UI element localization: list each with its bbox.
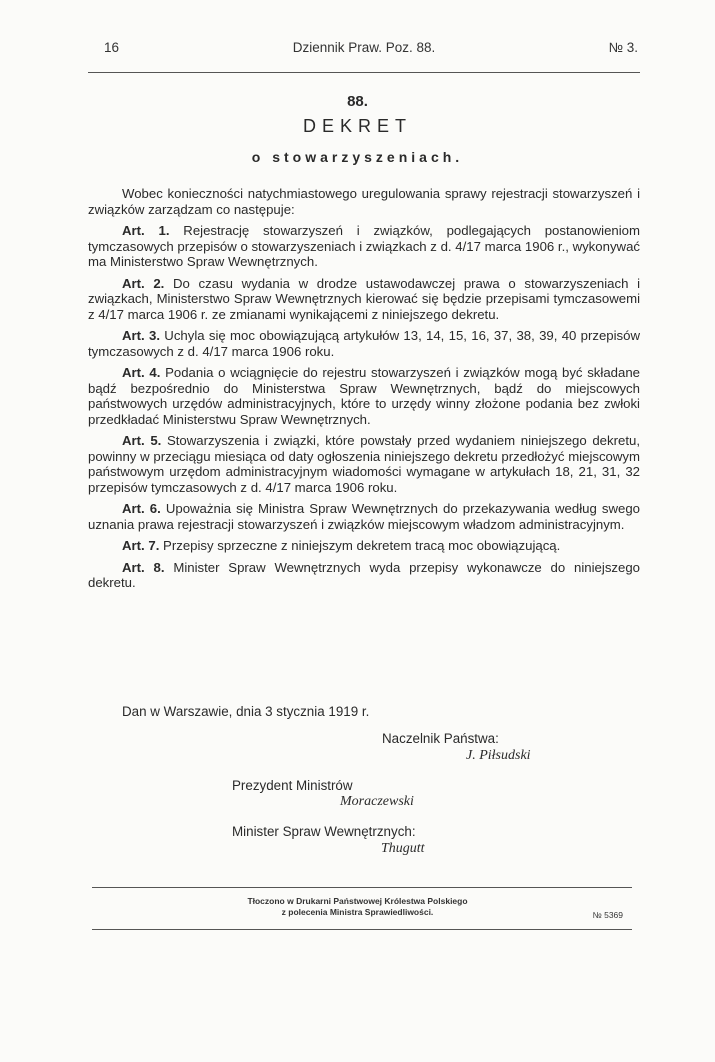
- article-6: [88, 501, 640, 532]
- article-4: [88, 365, 640, 427]
- head-of-state-role: Naczelnik Państwa:: [382, 731, 499, 746]
- article-text: Upoważnia się Ministra Spraw Wewnętrznych do przekazywania według swego uznania prawa rejestracji stowarzyszeń i związków miejscowym władzom administracyjnym.: [88, 501, 641, 532]
- article-text: Uchyla się moc obowiązującą artykułów 13, 14, 15, 16, 37, 38, 39, 40 przepisów tymczasowych z d. 4/17 marca 1906 roku.: [88, 328, 641, 359]
- page-header: [88, 40, 640, 60]
- article-text: Stowarzyszenia i związki, które powstały przed wydaniem niniejszego dekretu, powinny w przeciągu miesiąca od daty ogłoszenia niniejszego dekretu przedłożyć miejscowym państwowym urzędom administracyjnym wiadomości wymagane w artykułach 18, 21, 31, 32 przepisów tymczasowych z d. 4/17 marca 1906 roku.: [88, 433, 641, 495]
- article-label: Art. 4.: [122, 365, 161, 380]
- document-title: DEKRET: [302, 116, 412, 136]
- header-rule: [88, 72, 640, 73]
- article-label: Art. 3.: [122, 328, 160, 343]
- printer-line-2: z polecenia Ministra Sprawiedliwości.: [281, 907, 434, 917]
- article-label: Art. 8.: [122, 559, 165, 575]
- article-3: [88, 328, 640, 359]
- article-text: Rejestrację stowarzyszeń i związków, podlegających postanowieniom tymczasowych przepisów o stowarzyszeniach i związkach z d. 4/17 marca 1906 r., wykonywać ma Ministerstwo Spraw Wewnętrznych.: [88, 223, 640, 269]
- article-8: [88, 560, 640, 591]
- prime-minister-signature: Moraczewski: [340, 794, 414, 809]
- article-text: Podania o wciągnięcie do rejestru stowarzyszeń i związków mogą być składane bądź bezpośrednio do Ministerstwa Spraw Wewnętrznych, bądź do miejscowych państwowych urzędów administracyjnych, które to urzędy winny złożone podania bez zwłoki przedkładać Ministerstwu Spraw Wewnętrznych.: [88, 365, 641, 427]
- head-of-state-signature: J. Piłsudski: [466, 748, 531, 763]
- footer-rule-bottom: [92, 929, 632, 930]
- footer-rule-top: [92, 887, 632, 888]
- article-text: Do czasu wydania w drodze ustawodawczej prawa o stowarzyszeniach i związkach, Ministerstwo Spraw Wewnętrznych kierować się będzie przepisami tymczasowemi z 4/17 marca 1906 r. ze zmianami wynikającemi z niniejszego dekretu.: [88, 275, 641, 322]
- article-1: [88, 223, 640, 270]
- journal-reference: Dziennik Praw. Poz. 88.: [292, 40, 436, 55]
- article-label: Art. 7.: [122, 538, 160, 553]
- position-number: 88.: [347, 93, 368, 110]
- prime-minister-role: Prezydent Ministrów: [232, 778, 353, 793]
- article-text: Minister Spraw Wewnętrznych wyda przepisy wykonawcze do niniejszego dekretu.: [88, 559, 641, 590]
- interior-minister-role: Minister Spraw Wewnętrznych:: [232, 824, 416, 839]
- page-number: 16: [104, 40, 120, 55]
- article-label: Art. 2.: [122, 275, 165, 291]
- place-and-date: Dan w Warszawie, dnia 3 stycznia 1919 r.: [122, 704, 370, 719]
- article-5: [88, 433, 640, 495]
- print-number: № 5369: [592, 910, 623, 920]
- article-label: Art. 6.: [122, 501, 161, 516]
- decree-body: [88, 186, 640, 597]
- article-7: [88, 538, 640, 554]
- printer-line-1: Tłoczono w Drukarni Państwowej Królestwa Polskiego: [247, 896, 468, 906]
- intro-paragraph: Wobec konieczności natychmiastowego uregulowania sprawy rejestracji stowarzyszeń i związków zarządzam co następuje:: [88, 186, 640, 217]
- document-subtitle: o stowarzyszeniach.: [251, 149, 464, 165]
- interior-minister-signature: Thugutt: [381, 841, 425, 856]
- article-2: [88, 276, 640, 323]
- issue-number: № 3.: [608, 40, 638, 55]
- article-label: Art. 1.: [122, 223, 170, 238]
- article-text: Przepisy sprzeczne z niniejszym dekretem tracą moc obowiązującą.: [163, 538, 561, 553]
- article-label: Art. 5.: [122, 433, 162, 448]
